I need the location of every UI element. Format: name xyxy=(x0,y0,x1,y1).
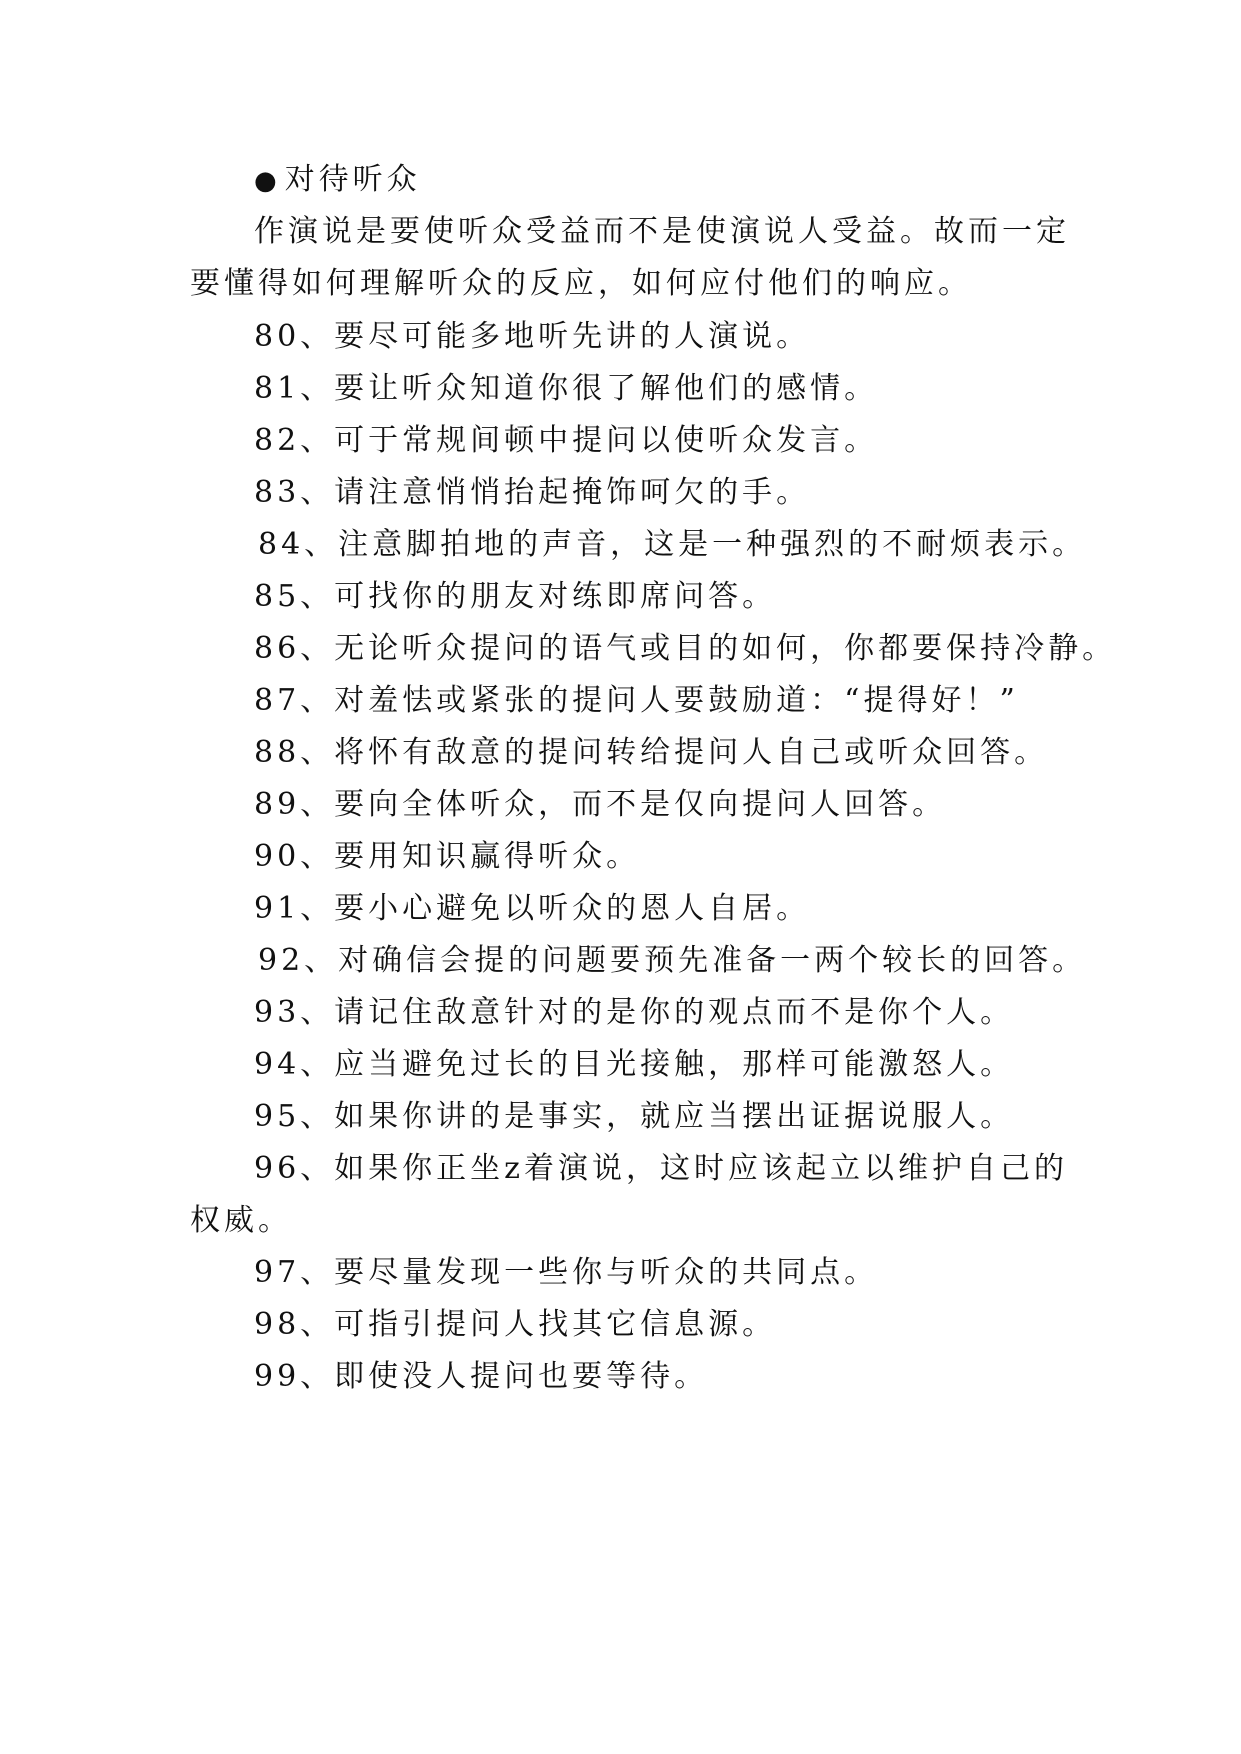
list-item: 87、对羞怯或紧张的提问人要鼓励道：“提得好！” xyxy=(254,683,1019,718)
list-item: 80、要尽可能多地听先讲的人演说。 xyxy=(254,319,811,354)
bullet-icon: ● xyxy=(254,166,281,196)
heading-text: 对待听众 xyxy=(284,162,421,197)
list-item: 90、要用知识赢得听众。 xyxy=(254,839,641,874)
intro-paragraph-line-1: 作演说是要使听众受益而不是使演说人受益。故而一定 xyxy=(254,214,1070,249)
list-item: 93、请记住敌意针对的是你的观点而不是你个人。 xyxy=(254,995,1015,1030)
list-item: 84、注意脚拍地的声音，这是一种强烈的不耐烦表示。 xyxy=(258,527,1087,562)
list-item: 94、应当避免过长的目光接触，那样可能激怒人。 xyxy=(254,1047,1015,1082)
list-item: 96、如果你正坐z着演说，这时应该起立以维护自己的 xyxy=(254,1151,1068,1186)
list-item: 91、要小心避免以听众的恩人自居。 xyxy=(254,891,811,926)
intro-paragraph-line-2: 要懂得如何理解听众的反应，如何应付他们的响应。 xyxy=(190,266,972,301)
list-item: 82、可于常规间顿中提问以使听众发言。 xyxy=(254,423,879,458)
section-heading xyxy=(254,160,421,201)
list-item: 99、即使没人提问也要等待。 xyxy=(254,1359,709,1394)
list-item: 86、无论听众提问的语气或目的如何，你都要保持冷静。 xyxy=(254,631,1117,666)
list-item: 89、要向全体听众，而不是仅向提问人回答。 xyxy=(254,787,947,822)
list-item: 83、请注意悄悄抬起掩饰呵欠的手。 xyxy=(254,475,811,510)
list-item: 85、可找你的朋友对练即席问答。 xyxy=(254,579,777,614)
list-item: 88、将怀有敌意的提问转给提问人自己或听众回答。 xyxy=(254,735,1049,770)
list-item: 98、可指引提问人找其它信息源。 xyxy=(254,1307,777,1342)
list-item: 92、对确信会提的问题要预先准备一两个较长的回答。 xyxy=(258,943,1087,978)
list-item: 97、要尽量发现一些你与听众的共同点。 xyxy=(254,1255,879,1290)
list-item-continuation: 权威。 xyxy=(190,1203,292,1238)
list-item: 95、如果你讲的是事实，就应当摆出证据说服人。 xyxy=(254,1099,1015,1134)
list-item: 81、要让听众知道你很了解他们的感情。 xyxy=(254,371,879,406)
